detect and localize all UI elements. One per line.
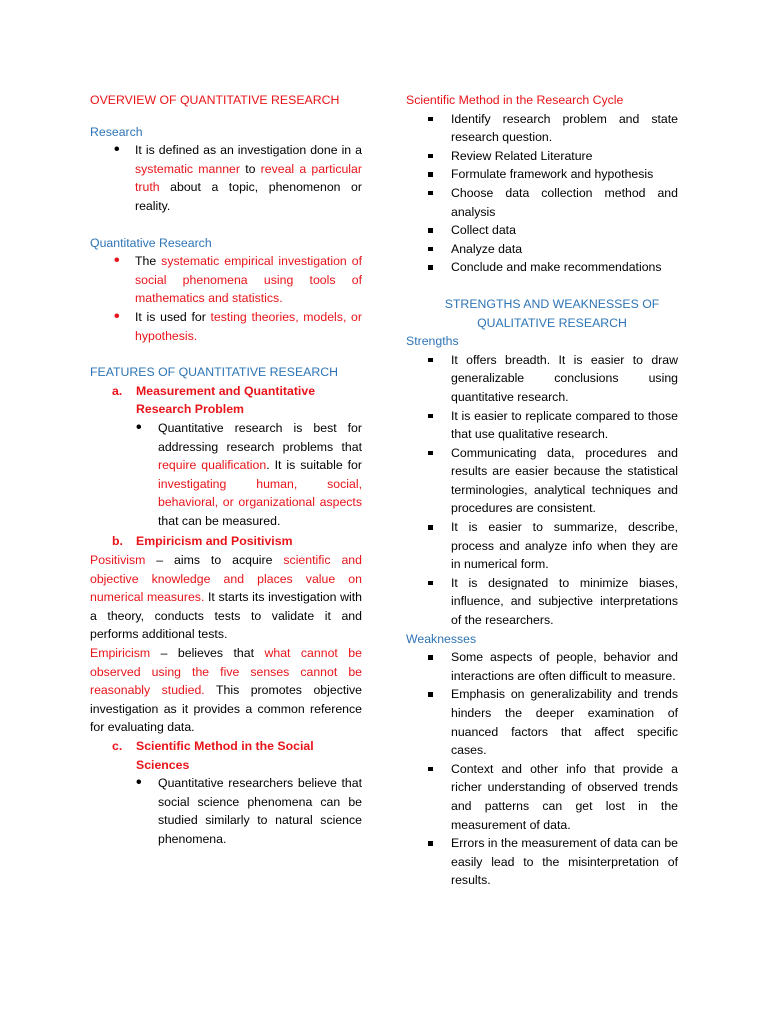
- square-bullet-icon: [428, 841, 433, 846]
- page-title: OVERVIEW OF QUANTITATIVE RESEARCH: [90, 93, 340, 107]
- research-definition: It is defined as an investigation done in a systematic manner to reveal a particular truth about a topic, phenomenon or reality.: [135, 143, 362, 213]
- quantitative-research-heading: Quantitative Research: [90, 235, 212, 250]
- strengths-weaknesses-heading-line1: STRENGTHS AND WEAKNESSES OF: [444, 296, 660, 311]
- feature-c-list: [90, 774, 362, 848]
- bullet-dot-icon: •: [114, 252, 120, 270]
- square-bullet-icon: [428, 655, 433, 660]
- research-bullet: [90, 141, 362, 215]
- strength-item: It offers breadth. It is easier to draw generalizable conclusions using quantitative research.: [406, 351, 678, 407]
- square-bullet-icon: [428, 154, 433, 159]
- weaknesses-list: [406, 648, 678, 890]
- research-cycle-item: Review Related Literature: [406, 147, 678, 166]
- feature-b-heading: b. Empiricism and Positivism: [112, 534, 293, 549]
- square-bullet-icon: [428, 525, 433, 530]
- research-cycle-item: Conclude and make recommendations: [406, 258, 678, 277]
- research-list: [90, 141, 362, 215]
- square-bullet-icon: [428, 414, 433, 419]
- square-bullet-icon: [428, 228, 433, 233]
- strength-item: It is easier to replicate compared to those that use qualitative research.: [406, 407, 678, 444]
- square-bullet-icon: [428, 767, 433, 772]
- quantitative-list: [90, 252, 362, 345]
- weakness-item: Some aspects of people, behavior and interactions are often difficult to measure.: [406, 648, 678, 685]
- right-column: [406, 91, 678, 890]
- weakness-item: Emphasis on generalizability and trends hinders the deeper examination of nuanced factors that affect specific cases.: [406, 685, 678, 759]
- quant-bullet-1: • The systematic empirical investigation of social phenomena using tools of mathematics and statistics.: [114, 252, 362, 306]
- left-column: [90, 91, 362, 849]
- strengths-heading: Strengths: [406, 334, 459, 349]
- feature-a-bullet: • Quantitative research is best for addressing research problems that require qualification. It is suitable for investigating human, social, behavioral, or organizational aspects that can be measured.: [136, 418, 362, 528]
- bullet-dot-icon: •: [114, 307, 120, 325]
- feature-c-heading: c. Scientific Method in the Social Sciences: [112, 739, 314, 772]
- weaknesses-heading: Weaknesses: [406, 631, 477, 646]
- square-bullet-icon: [428, 172, 433, 177]
- research-cycle-item: Formulate framework and hypothesis: [406, 165, 678, 184]
- strength-item: Communicating data, procedures and results are easier because the statistical terminologies, analytical techniques and procedures are consistent.: [406, 444, 678, 518]
- research-cycle-item: Choose data collection method and analysis: [406, 184, 678, 221]
- strengths-weaknesses-heading-line2: QUALITATIVE RESEARCH: [477, 315, 627, 330]
- feature-c-bullet: • Quantitative researchers believe that social science phenomena can be studied similarly to natural science phenomena.: [136, 774, 362, 846]
- strength-item: It is easier to summarize, describe, process and analyze info when they are in numerical form.: [406, 518, 678, 574]
- bullet-dot-icon: •: [136, 418, 142, 436]
- strength-item: It is designated to minimize biases, influence, and subjective interpretations of the researchers.: [406, 574, 678, 630]
- research-cycle-item: Analyze data: [406, 240, 678, 259]
- bullet-dot-icon: •: [136, 774, 142, 792]
- square-bullet-icon: [428, 692, 433, 697]
- research-cycle-item: Identify research problem and state research question.: [406, 110, 678, 147]
- feature-a-heading: a. Measurement and Quantitative Research Problem: [112, 383, 316, 417]
- research-cycle-item: Collect data: [406, 221, 678, 240]
- weakness-item: Errors in the measurement of data can be easily lead to the misinterpretation of results.: [406, 834, 678, 890]
- features-heading: FEATURES OF QUANTITATIVE RESEARCH: [90, 365, 339, 380]
- research-heading: Research: [90, 124, 143, 139]
- square-bullet-icon: [428, 265, 433, 270]
- feature-a-list: [90, 419, 362, 531]
- square-bullet-icon: [428, 191, 433, 196]
- research-cycle-list: [406, 110, 678, 277]
- strengths-list: [406, 351, 678, 630]
- square-bullet-icon: [428, 247, 433, 252]
- square-bullet-icon: [428, 451, 433, 456]
- square-bullet-icon: [428, 358, 433, 363]
- research-cycle-heading: Scientific Method in the Research Cycle: [406, 93, 624, 107]
- weakness-item: Context and other info that provide a richer understanding of observed trends and patterns can get lost in the measurement of data.: [406, 760, 678, 834]
- empiricism-paragraph: Empiricism – believes that what cannot be observed using the five senses cannot be reasonably studied. This promotes objective investigation as it provides a common reference for evaluating data.: [90, 646, 362, 735]
- bullet-dot-icon: •: [114, 141, 120, 159]
- positivism-paragraph: Positivism – aims to acquire scientific and objective knowledge and places value on numerical measures. It starts its investigation with a theory, conducts tests to validate it and performs additional tests.: [90, 553, 362, 642]
- square-bullet-icon: [428, 581, 433, 586]
- quant-bullet-2: • It is used for testing theories, models, or hypothesis.: [114, 307, 362, 343]
- square-bullet-icon: [428, 117, 433, 122]
